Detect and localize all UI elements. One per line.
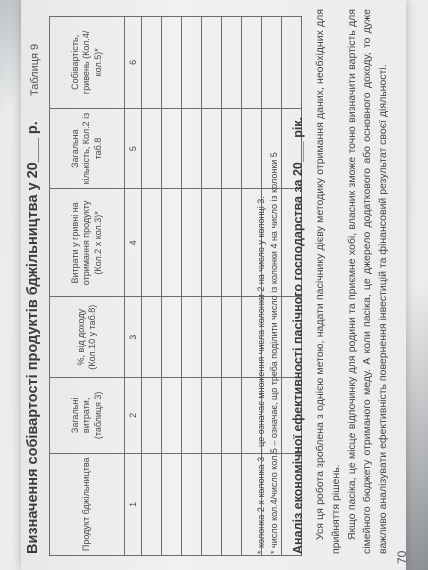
page-number: 70: [395, 550, 409, 564]
table-cell: [182, 189, 202, 297]
table-cell: [222, 453, 242, 555]
table-row: [222, 17, 242, 556]
table-cell: [162, 189, 182, 297]
table-row: [182, 17, 202, 556]
table-cell: [182, 297, 202, 378]
table-cell: [162, 297, 182, 378]
column-number: 4: [125, 189, 142, 297]
table-cell: [202, 453, 222, 555]
footnote: * число кол.4/число кол.5 – означає, що треба поділити число із колонки 4 на число із колонки 5: [269, 152, 280, 554]
header-cost-price: Собівартість, гривень (Кол.4/кол.5)*: [50, 17, 125, 109]
table-cell: [182, 378, 202, 453]
header-total-quantity: Загальна кількість, Кол.2 із таб.8: [50, 108, 125, 189]
paragraph: Уся ця робота зроблена з однією метою, надати пасічнику дієву методику отримання даних, необхідних для прийняття рішень.: [314, 9, 342, 554]
column-number: 1: [125, 453, 142, 555]
table-row: [142, 17, 162, 556]
table-cell: [162, 17, 182, 109]
header-product: Продукт бджільництва: [50, 453, 125, 555]
section-title: Аналіз економічної ефективності пасічного господарства за 20___ рік.: [291, 116, 305, 554]
footnotes: [255, 9, 281, 554]
table-cell: [222, 378, 242, 453]
table-cell: [182, 17, 202, 109]
table-cell: [142, 189, 162, 297]
table-label: Таблиця 9: [29, 43, 41, 96]
table-cell: [142, 453, 162, 555]
table-cell: [202, 17, 222, 109]
table-cell: [202, 108, 222, 189]
table-cell: [162, 108, 182, 189]
table-cell: [202, 378, 222, 453]
table-cell: [222, 17, 242, 109]
book-page: [21, 0, 409, 570]
table-row: [162, 17, 182, 556]
header-total-costs: Загальні витрати, (таблиця 3): [50, 378, 125, 453]
table-cell: [202, 189, 222, 297]
table-cell: [182, 453, 202, 555]
table-row: [202, 17, 222, 556]
table-cell: [162, 453, 182, 555]
rotated-page-content: [23, 6, 409, 566]
body-text: [313, 9, 392, 554]
table-cell: [282, 17, 302, 109]
column-number: 3: [125, 297, 142, 378]
column-number-row: [125, 17, 142, 556]
column-number: 5: [125, 108, 142, 189]
column-number: 6: [125, 17, 142, 109]
table-cell: [142, 378, 162, 453]
table-cell: [222, 189, 242, 297]
table-cell: [142, 297, 162, 378]
table-cell: [222, 297, 242, 378]
page-title: Визначення собівартості продуктів бджільництва у 20___ р.: [25, 121, 41, 554]
table-cell: [202, 297, 222, 378]
paragraph: Якщо пасіка, це місце відпочинку для родини та приємне хобі, власник зможе точно визначити вартість для сімейного бюджету отриманого меду. А коли пасіка, це джерело додаткового або основного доходу, то дуже важливо аналізувати ефективність повернення інвестицій та фінансовий результат своєї діяльності.: [345, 9, 389, 554]
header-costs-uah: Витрати у гривні на отримання продукту (Кол.2 х кол.3)*: [50, 189, 125, 297]
table-cell: [182, 108, 202, 189]
column-number: 2: [125, 378, 142, 453]
table-cell: [142, 17, 162, 109]
table-cell: [222, 108, 242, 189]
header-percent-income: %, від доходу (Кол.10 у таб.8): [50, 297, 125, 378]
footnote: * колонка 2 х колонка 3 – це означає множення числа колонки 2 на число у колонці 3.: [256, 196, 266, 554]
table-cell: [162, 378, 182, 453]
table-cell: [142, 108, 162, 189]
table-header-row: [50, 17, 125, 556]
